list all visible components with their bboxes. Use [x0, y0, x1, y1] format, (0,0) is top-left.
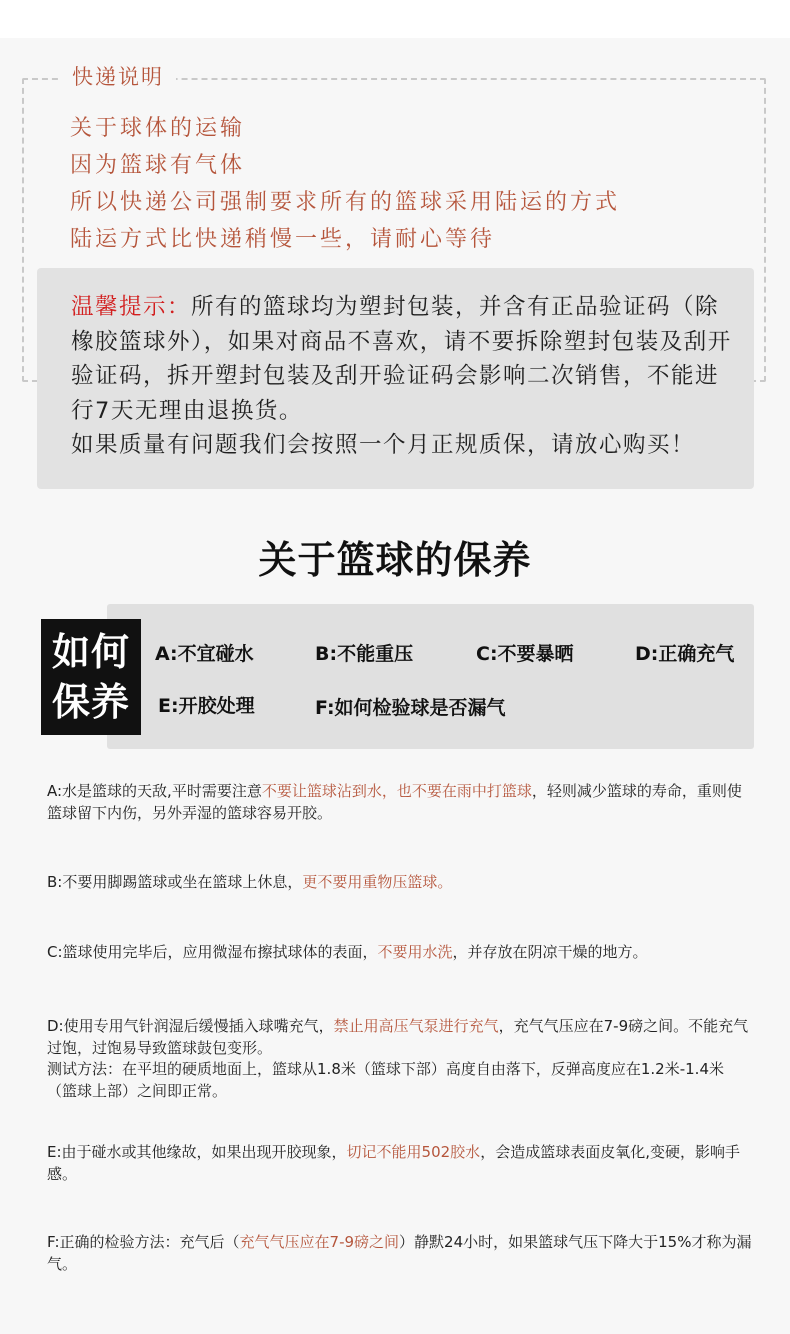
para-text: ，并存放在阴凉干燥的地方。 — [452, 943, 648, 961]
care-item-c: C:不要暴晒 — [476, 643, 574, 665]
para-text: F:正确的检验方法：充气后（ — [47, 1233, 240, 1251]
care-paragraph-a — [47, 781, 752, 824]
para-test-method: 测试方法：在平坦的硬质地面上，篮球从1.8米（篮球下部）高度自由落下，反弹高度应在1.2米-1.4米（篮球上部）之间即正常。 — [47, 1060, 724, 1100]
para-text: D:使用专用气针润湿后缓慢插入球嘴充气， — [47, 1017, 334, 1035]
care-item-b: B:不能重压 — [315, 643, 414, 665]
care-paragraph-b — [47, 872, 752, 894]
express-lines — [70, 110, 750, 258]
express-title: 快递说明 — [60, 62, 176, 92]
how-to-care-badge — [41, 619, 141, 735]
para-highlight: 切记不能用502胶水 — [346, 1143, 481, 1161]
care-menu-panel — [107, 604, 754, 749]
care-paragraph-d — [47, 1016, 752, 1102]
notice-warranty: 如果质量有问题我们会按照一个月正规质保，请放心购买！ — [71, 432, 696, 458]
care-paragraph-f — [47, 1232, 752, 1275]
para-text: B:不要用脚踢篮球或坐在篮球上休息， — [47, 873, 303, 891]
para-text: A:水是篮球的天敌,平时需要注意 — [47, 782, 262, 800]
para-highlight: 充气气压应在7-9磅之间 — [239, 1233, 400, 1251]
para-highlight: 更不要用重物压篮球。 — [302, 873, 453, 891]
care-item-e: E:开胶处理 — [158, 695, 255, 717]
para-highlight: 不要让篮球沾到水，也不要在雨中打篮球 — [261, 782, 532, 800]
para-highlight: 不要用水洗 — [377, 943, 453, 961]
notice-label: 温馨提示： — [71, 294, 192, 320]
express-line: 关于球体的运输 — [70, 116, 246, 141]
badge-line-1: 如何 — [51, 630, 130, 674]
notice-box — [37, 268, 754, 489]
notice-body: 所有的篮球均为塑封包装，并含有正品验证码（除橡胶篮球外），如果对商品不喜欢，请不要拆除塑封包装及刮开验证码，拆开塑封包装及刮开验证码会影响二次销售，不能进行7天无理由退换货。 — [71, 294, 732, 424]
para-text: ，充气气压应在7-9磅之间。不能充气过饱，过饱易导致篮球鼓包变形。 — [47, 1017, 749, 1057]
care-item-f: F:如何检验球是否漏气 — [315, 697, 506, 719]
para-text: E:由于碰水或其他缘故，如果出现开胶现象， — [47, 1143, 347, 1161]
care-paragraph-c — [47, 942, 752, 964]
express-line: 因为篮球有气体 — [70, 153, 246, 178]
para-text: ）静默24小时，如果篮球气压下降大于15%才称为漏气。 — [47, 1233, 752, 1273]
para-text: ，轻则减少篮球的寿命，重则使篮球留下内伤，另外弄湿的篮球容易开胶。 — [47, 782, 742, 822]
para-text: C:篮球使用完毕后，应用微湿布擦拭球体的表面， — [47, 943, 378, 961]
care-paragraph-e — [47, 1142, 752, 1185]
notice-text — [71, 290, 738, 428]
para-highlight: 禁止用高压气泵进行充气 — [333, 1017, 499, 1035]
care-title: 关于篮球的保养 — [258, 538, 532, 582]
badge-line-2: 保养 — [51, 680, 130, 724]
express-line: 陆运方式比快递稍慢一些，请耐心等待 — [70, 227, 496, 252]
care-item-d: D:正确充气 — [635, 643, 735, 665]
care-item-a: A:不宜碰水 — [155, 643, 254, 665]
express-line: 所以快递公司强制要求所有的篮球采用陆运的方式 — [70, 190, 621, 215]
para-text: ，会造成篮球表面皮氧化,变硬，影响手感。 — [47, 1143, 740, 1183]
top-band — [0, 0, 790, 38]
